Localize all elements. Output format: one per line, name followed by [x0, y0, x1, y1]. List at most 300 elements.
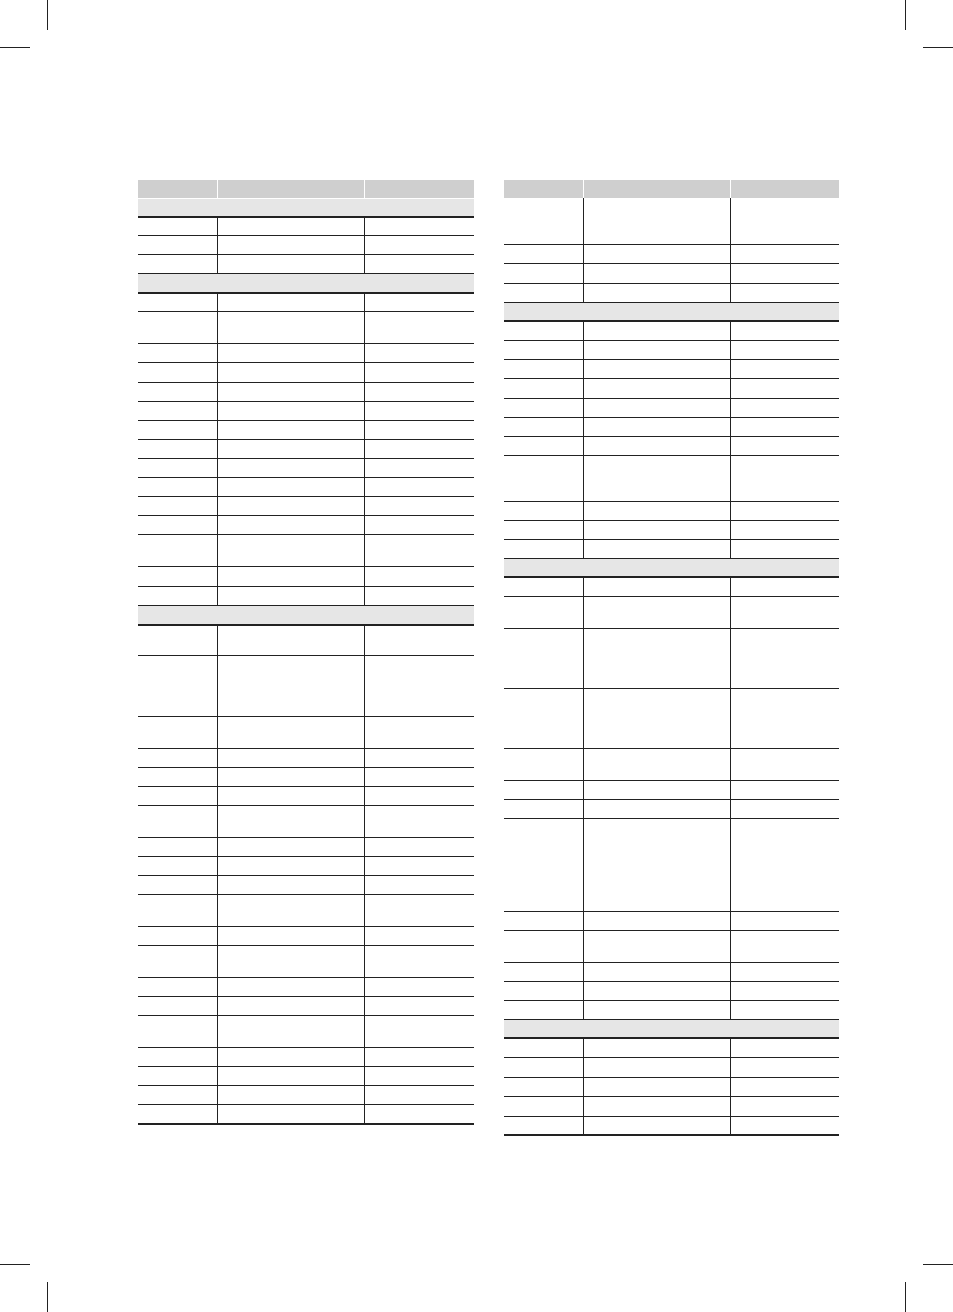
- table-cell: [730, 1077, 839, 1096]
- table-cell: [217, 787, 364, 806]
- table-row: [138, 656, 474, 717]
- table-cell: [217, 478, 364, 497]
- table-cell: [504, 911, 583, 930]
- table-row: [138, 516, 474, 535]
- column-header: [217, 180, 364, 199]
- table-cell: [364, 1086, 474, 1105]
- table-cell: [504, 688, 583, 748]
- table-cell: [504, 1000, 583, 1019]
- table-cell: [583, 981, 730, 1000]
- section-label: [138, 274, 474, 293]
- table-cell: [730, 962, 839, 981]
- table-cell: [364, 876, 474, 895]
- crop-mark-top-left-horizontal: [0, 47, 30, 48]
- section-row: [504, 558, 839, 577]
- table-row: [504, 981, 839, 1000]
- table-row: [138, 478, 474, 497]
- table-cell: [504, 283, 583, 302]
- table-cell: [730, 417, 839, 436]
- table-row: [504, 911, 839, 930]
- table-row: [504, 398, 839, 417]
- table-row: [504, 1000, 839, 1019]
- table-row: [504, 1057, 839, 1077]
- table-cell: [730, 981, 839, 1000]
- table-cell: [138, 1048, 217, 1067]
- table-cell: [364, 927, 474, 946]
- table-cell: [504, 1077, 583, 1096]
- table-cell: [364, 516, 474, 535]
- table-cell: [583, 1116, 730, 1135]
- table-cell: [364, 978, 474, 997]
- table-row: [504, 283, 839, 302]
- column-header: [138, 180, 217, 199]
- spec-table-left: [138, 180, 474, 1125]
- table-row: [504, 340, 839, 359]
- table-cell: [217, 625, 364, 656]
- table-row: [504, 748, 839, 780]
- section-label: [138, 606, 474, 625]
- table-row: [138, 497, 474, 516]
- table-cell: [504, 436, 583, 455]
- table-cell: [138, 978, 217, 997]
- section-row: [138, 274, 474, 293]
- table-row: [138, 838, 474, 857]
- table-cell: [138, 402, 217, 421]
- table-row: [138, 402, 474, 421]
- table-cell: [217, 497, 364, 516]
- table-cell: [217, 997, 364, 1016]
- table-cell: [583, 596, 730, 628]
- table-cell: [217, 717, 364, 749]
- table-cell: [583, 340, 730, 359]
- table-cell: [138, 383, 217, 402]
- crop-mark-bottom-left-vertical: [47, 1282, 48, 1312]
- table-cell: [583, 520, 730, 539]
- table-row: [138, 440, 474, 459]
- table-row: [504, 577, 839, 596]
- table-row: [138, 625, 474, 656]
- table-row: [504, 596, 839, 628]
- table-cell: [583, 1038, 730, 1057]
- table-cell: [217, 927, 364, 946]
- table-cell: [504, 596, 583, 628]
- table-cell: [364, 255, 474, 274]
- section-label: [504, 302, 839, 321]
- table-row: [138, 946, 474, 978]
- table-cell: [138, 293, 217, 312]
- table-cell: [138, 1105, 217, 1124]
- table-cell: [504, 417, 583, 436]
- table-cell: [583, 436, 730, 455]
- table-cell: [504, 981, 583, 1000]
- table-cell: [583, 628, 730, 688]
- table-cell: [138, 236, 217, 255]
- table-cell: [730, 818, 839, 911]
- table-row: [138, 857, 474, 876]
- section-label: [138, 199, 474, 217]
- table-row: [504, 539, 839, 558]
- table-cell: [504, 501, 583, 520]
- crop-mark-bottom-left-horizontal: [0, 1264, 30, 1265]
- table-cell: [730, 628, 839, 688]
- table-cell: [217, 383, 364, 402]
- table-cell: [364, 217, 474, 236]
- table-cell: [583, 1000, 730, 1019]
- table-cell: [364, 625, 474, 656]
- table-cell: [138, 857, 217, 876]
- table-cell: [138, 587, 217, 606]
- table-cell: [730, 688, 839, 748]
- table-row: [504, 436, 839, 455]
- table-row: [504, 1077, 839, 1096]
- table-cell: [217, 1048, 364, 1067]
- table-cell: [730, 340, 839, 359]
- table-row: [138, 421, 474, 440]
- table-cell: [364, 478, 474, 497]
- table-cell: [138, 312, 217, 344]
- table-cell: [583, 263, 730, 283]
- table-cell: [730, 501, 839, 520]
- table-cell: [138, 656, 217, 717]
- table-cell: [217, 1086, 364, 1105]
- table-cell: [504, 748, 583, 780]
- table-cell: [730, 398, 839, 417]
- table-cell: [583, 1077, 730, 1096]
- table-cell: [217, 440, 364, 459]
- table-cell: [364, 402, 474, 421]
- table-cell: [504, 244, 583, 263]
- table-cell: [730, 539, 839, 558]
- table-row: [138, 293, 474, 312]
- table-row: [504, 520, 839, 539]
- table-cell: [217, 857, 364, 876]
- table-row: [138, 535, 474, 567]
- table-cell: [583, 501, 730, 520]
- table-cell: [217, 946, 364, 978]
- table-cell: [364, 421, 474, 440]
- table-cell: [504, 321, 583, 340]
- table-cell: [138, 749, 217, 768]
- table-cell: [138, 946, 217, 978]
- table-cell: [730, 283, 839, 302]
- table-cell: [138, 421, 217, 440]
- table-cell: [138, 497, 217, 516]
- table-cell: [138, 927, 217, 946]
- table-cell: [364, 383, 474, 402]
- table-cell: [138, 567, 217, 587]
- table-cell: [730, 748, 839, 780]
- crop-mark-bottom-right-horizontal: [923, 1264, 953, 1265]
- table-cell: [138, 440, 217, 459]
- table-row: [138, 255, 474, 274]
- table-cell: [504, 520, 583, 539]
- table-cell: [364, 459, 474, 478]
- table-row: [138, 895, 474, 927]
- table-cell: [138, 787, 217, 806]
- table-row: [504, 378, 839, 398]
- table-cell: [730, 930, 839, 962]
- section-row: [504, 1019, 839, 1038]
- table-cell: [730, 799, 839, 818]
- table-row: [504, 1116, 839, 1135]
- column-header: [364, 180, 474, 199]
- table-cell: [364, 838, 474, 857]
- table-row: [138, 1086, 474, 1105]
- table-row: [138, 787, 474, 806]
- crop-mark-bottom-right-vertical: [905, 1282, 906, 1312]
- table-row: [504, 780, 839, 799]
- table-cell: [583, 818, 730, 911]
- table-cell: [217, 587, 364, 606]
- column-header: [504, 180, 583, 198]
- table-cell: [364, 768, 474, 787]
- table-row: [504, 799, 839, 818]
- table-row: [138, 876, 474, 895]
- table-row: [504, 688, 839, 748]
- table-cell: [217, 344, 364, 363]
- table-cell: [364, 787, 474, 806]
- table-row: [138, 236, 474, 255]
- table-cell: [504, 780, 583, 799]
- table-cell: [138, 876, 217, 895]
- table-cell: [217, 236, 364, 255]
- table-row: [504, 1038, 839, 1057]
- table-cell: [217, 876, 364, 895]
- table-cell: [217, 312, 364, 344]
- column-header: [583, 180, 730, 198]
- crop-mark-top-left-vertical: [47, 0, 48, 30]
- table-cell: [583, 1096, 730, 1116]
- table-cell: [583, 688, 730, 748]
- table-cell: [138, 478, 217, 497]
- table-cell: [583, 930, 730, 962]
- table-cell: [504, 378, 583, 398]
- table-cell: [217, 749, 364, 768]
- table-cell: [583, 455, 730, 501]
- table-cell: [730, 1057, 839, 1077]
- table-cell: [583, 417, 730, 436]
- table-cell: [583, 962, 730, 981]
- table-row: [138, 978, 474, 997]
- table-cell: [504, 539, 583, 558]
- section-label: [504, 558, 839, 577]
- table-cell: [504, 1116, 583, 1135]
- table-cell: [730, 244, 839, 263]
- table-body: [138, 199, 474, 1124]
- table-row: [138, 312, 474, 344]
- section-label: [504, 1019, 839, 1038]
- table-cell: [217, 459, 364, 478]
- table-cell: [583, 1057, 730, 1077]
- table-row: [504, 263, 839, 283]
- table-cell: [217, 895, 364, 927]
- table-cell: [138, 459, 217, 478]
- table-cell: [583, 398, 730, 417]
- table-cell: [364, 1067, 474, 1086]
- table-cell: [504, 1038, 583, 1057]
- table-cell: [217, 978, 364, 997]
- table-cell: [364, 236, 474, 255]
- table-cell: [730, 596, 839, 628]
- table-cell: [138, 255, 217, 274]
- table-row: [138, 217, 474, 236]
- table-row: [138, 363, 474, 383]
- table-cell: [138, 997, 217, 1016]
- table-row: [138, 344, 474, 363]
- table-cell: [583, 911, 730, 930]
- table-cell: [730, 1038, 839, 1057]
- table-cell: [364, 567, 474, 587]
- table-row: [138, 1016, 474, 1048]
- table-cell: [583, 283, 730, 302]
- table-cell: [504, 628, 583, 688]
- table-cell: [730, 321, 839, 340]
- table-cell: [730, 436, 839, 455]
- table-cell: [583, 799, 730, 818]
- table-cell: [364, 587, 474, 606]
- table-row: [504, 1096, 839, 1116]
- section-row: [138, 199, 474, 217]
- table-cell: [138, 806, 217, 838]
- table-cell: [217, 806, 364, 838]
- table-row: [138, 927, 474, 946]
- table-cell: [583, 748, 730, 780]
- table-cell: [730, 359, 839, 378]
- table-cell: [217, 838, 364, 857]
- table-cell: [138, 768, 217, 787]
- table-cell: [504, 359, 583, 378]
- table-cell: [364, 312, 474, 344]
- table-cell: [364, 344, 474, 363]
- table-cell: [138, 717, 217, 749]
- table-cell: [504, 263, 583, 283]
- table-cell: [217, 1105, 364, 1124]
- table-cell: [364, 717, 474, 749]
- table-cell: [583, 780, 730, 799]
- table-cell: [583, 244, 730, 263]
- table-row: [504, 818, 839, 911]
- table-cell: [364, 1016, 474, 1048]
- table-cell: [138, 516, 217, 535]
- table-cell: [364, 946, 474, 978]
- table-cell: [138, 217, 217, 236]
- table-header: [504, 180, 839, 198]
- table-cell: [730, 263, 839, 283]
- table-cell: [364, 293, 474, 312]
- table-row: [138, 587, 474, 606]
- table-cell: [217, 768, 364, 787]
- table-cell: [504, 1096, 583, 1116]
- table-cell: [730, 455, 839, 501]
- table-cell: [364, 895, 474, 927]
- table-header: [138, 180, 474, 199]
- table-cell: [138, 895, 217, 927]
- table-row: [138, 749, 474, 768]
- table-cell: [138, 1086, 217, 1105]
- table-cell: [504, 818, 583, 911]
- table-cell: [730, 378, 839, 398]
- table-cell: [504, 1057, 583, 1077]
- table-row: [138, 997, 474, 1016]
- table-cell: [583, 539, 730, 558]
- table-cell: [217, 535, 364, 567]
- crop-mark-top-right-vertical: [905, 0, 906, 30]
- table-cell: [730, 520, 839, 539]
- table-cell: [217, 656, 364, 717]
- table-cell: [504, 455, 583, 501]
- table-cell: [730, 911, 839, 930]
- table-row: [504, 501, 839, 520]
- table-cell: [364, 440, 474, 459]
- table-row: [504, 321, 839, 340]
- table-cell: [504, 930, 583, 962]
- column-header: [730, 180, 839, 198]
- table-cell: [583, 321, 730, 340]
- table-cell: [217, 516, 364, 535]
- table-row: [138, 806, 474, 838]
- table-cell: [364, 857, 474, 876]
- table-cell: [364, 997, 474, 1016]
- table-cell: [730, 1096, 839, 1116]
- table-cell: [364, 363, 474, 383]
- table-row: [504, 962, 839, 981]
- table-cell: [364, 656, 474, 717]
- table-row: [138, 717, 474, 749]
- table-row: [138, 459, 474, 478]
- spec-table-right: [504, 180, 839, 1136]
- table-row: [138, 567, 474, 587]
- table-cell: [730, 1000, 839, 1019]
- table-cell: [138, 535, 217, 567]
- table-cell: [217, 567, 364, 587]
- table-row: [138, 383, 474, 402]
- table-cell: [730, 780, 839, 799]
- table-cell: [364, 1048, 474, 1067]
- table-cell: [217, 1016, 364, 1048]
- table-cell: [217, 293, 364, 312]
- section-row: [504, 302, 839, 321]
- table-cell: [217, 255, 364, 274]
- table-row: [504, 198, 839, 244]
- table-cell: [504, 398, 583, 417]
- table-cell: [217, 421, 364, 440]
- table-cell: [138, 363, 217, 383]
- table-row: [504, 244, 839, 263]
- table-cell: [504, 198, 583, 244]
- table-cell: [138, 1016, 217, 1048]
- table-row: [138, 1105, 474, 1124]
- table-cell: [504, 799, 583, 818]
- table-cell: [504, 577, 583, 596]
- table-cell: [364, 1105, 474, 1124]
- table-row: [138, 1067, 474, 1086]
- table-row: [138, 1048, 474, 1067]
- table-body: [504, 198, 839, 1135]
- table-cell: [217, 363, 364, 383]
- table-cell: [504, 340, 583, 359]
- table-cell: [217, 217, 364, 236]
- table-cell: [138, 1067, 217, 1086]
- table-cell: [364, 535, 474, 567]
- table-cell: [730, 577, 839, 596]
- table-cell: [217, 402, 364, 421]
- table-row: [504, 628, 839, 688]
- table-row: [504, 455, 839, 501]
- table-cell: [217, 1067, 364, 1086]
- crop-mark-top-right-horizontal: [923, 47, 953, 48]
- table-row: [504, 359, 839, 378]
- table-cell: [364, 806, 474, 838]
